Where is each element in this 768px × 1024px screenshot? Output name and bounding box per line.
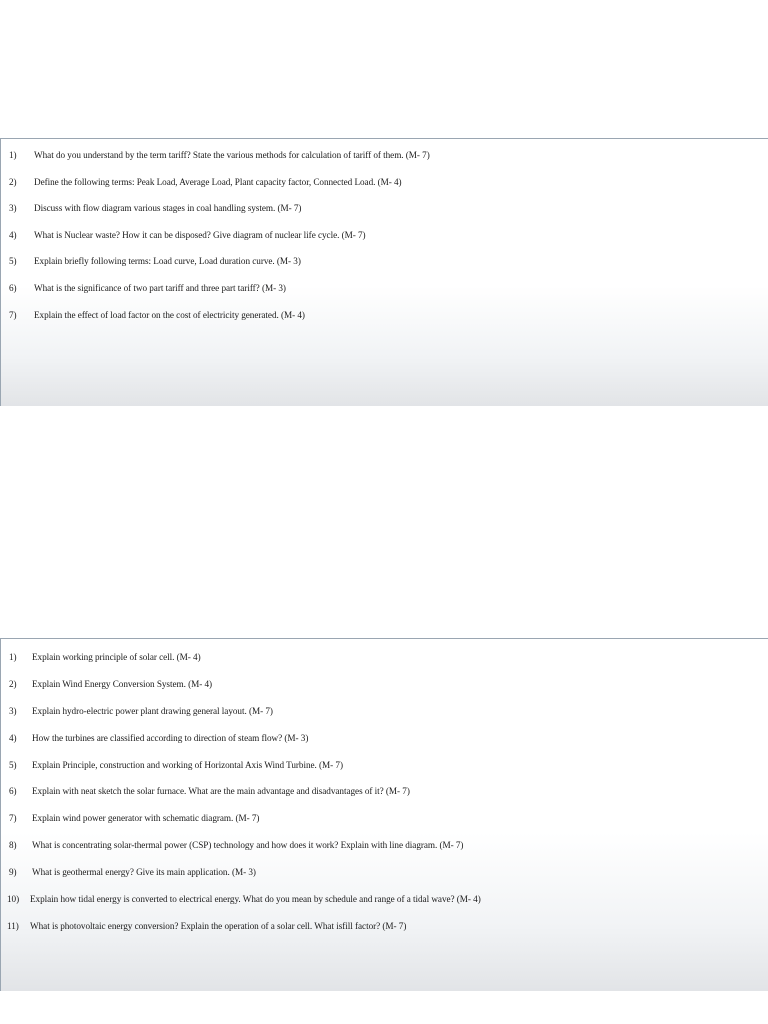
question-number: 9) (9, 867, 17, 878)
question-item (1, 733, 768, 760)
question-item (1, 256, 768, 283)
question-number: 3) (9, 203, 17, 214)
question-text: Explain the effect of load factor on the cost of electricity generated. (M- 4) (34, 309, 305, 320)
question-text: What do you understand by the term tariff? State the various methods for calculation of tariff of them. (M- 7) (34, 150, 430, 160)
question-text: Explain working principle of solar cell. (M- 4) (32, 652, 201, 662)
question-number: 8) (9, 840, 17, 851)
question-text: Explain hydro-electric power plant drawing general layout. (M- 7) (32, 705, 273, 716)
question-item (1, 921, 768, 948)
question-number: 6) (9, 786, 17, 797)
question-text: Define the following terms: Peak Load, Average Load, Plant capacity factor, Connected Load. (M- 4) (34, 176, 402, 187)
question-item (1, 813, 768, 840)
question-text: What is the significance of two part tariff and three part tariff? (M- 3) (34, 282, 286, 293)
question-text: Discuss with flow diagram various stages in coal handling system. (M- 7) (34, 203, 302, 214)
question-number: 4) (9, 229, 17, 240)
question-list-2 (1, 652, 768, 948)
question-panel-2 (0, 638, 768, 991)
question-text: Explain Wind Energy Conversion System. (M- 4) (32, 678, 213, 689)
question-number: 1) (9, 652, 17, 662)
question-number: 4) (9, 732, 17, 743)
question-number: 5) (9, 256, 17, 267)
question-text: What is geothermal energy? Give its main application. (M- 3) (32, 867, 256, 878)
question-text: Explain wind power generator with schematic diagram. (M- 7) (32, 813, 260, 824)
question-text: Explain with neat sketch the solar furnace. What are the main advantage and disadvantages of it? (M- 7) (32, 786, 410, 797)
question-number: 2) (9, 176, 17, 187)
question-item (1, 150, 768, 177)
question-text: What is concentrating solar-thermal power (CSP) technology and how does it work? Explain with line diagram. (M- 7) (32, 840, 464, 851)
question-list-1 (1, 150, 768, 336)
question-item (1, 652, 768, 679)
question-item (1, 177, 768, 204)
question-item (1, 840, 768, 867)
question-number: 7) (9, 813, 17, 824)
question-text: What is photovoltaic energy conversion? Explain the operation of a solar cell. What isfill factor? (M- 7) (30, 920, 407, 931)
question-item (1, 283, 768, 310)
question-number: 5) (9, 759, 17, 770)
question-item (1, 867, 768, 894)
question-number: 7) (9, 309, 17, 320)
question-text: Explain briefly following terms: Load curve, Load duration curve. (M- 3) (34, 256, 301, 267)
question-number: 1) (9, 150, 17, 160)
question-number: 3) (9, 705, 17, 716)
question-panel-1 (0, 138, 768, 406)
question-item (1, 230, 768, 257)
question-item (1, 679, 768, 706)
question-item (1, 786, 768, 813)
question-item (1, 706, 768, 733)
question-text: Explain how tidal energy is converted to electrical energy. What do you mean by schedule and range of a tidal wave? (M- 4) (30, 894, 481, 905)
question-item (1, 203, 768, 230)
question-text: Explain Principle, construction and working of Horizontal Axis Wind Turbine. (M- 7) (32, 759, 343, 770)
question-number: 10) (7, 894, 20, 905)
question-item (1, 894, 768, 921)
question-number: 2) (9, 678, 17, 689)
question-item (1, 760, 768, 787)
question-text: How the turbines are classified according to direction of steam flow? (M- 3) (32, 732, 309, 743)
question-number: 6) (9, 282, 17, 293)
question-text: What is Nuclear waste? How it can be disposed? Give diagram of nuclear life cycle. (M- 7) (34, 229, 366, 240)
question-item (1, 310, 768, 337)
question-number: 11) (7, 920, 19, 931)
